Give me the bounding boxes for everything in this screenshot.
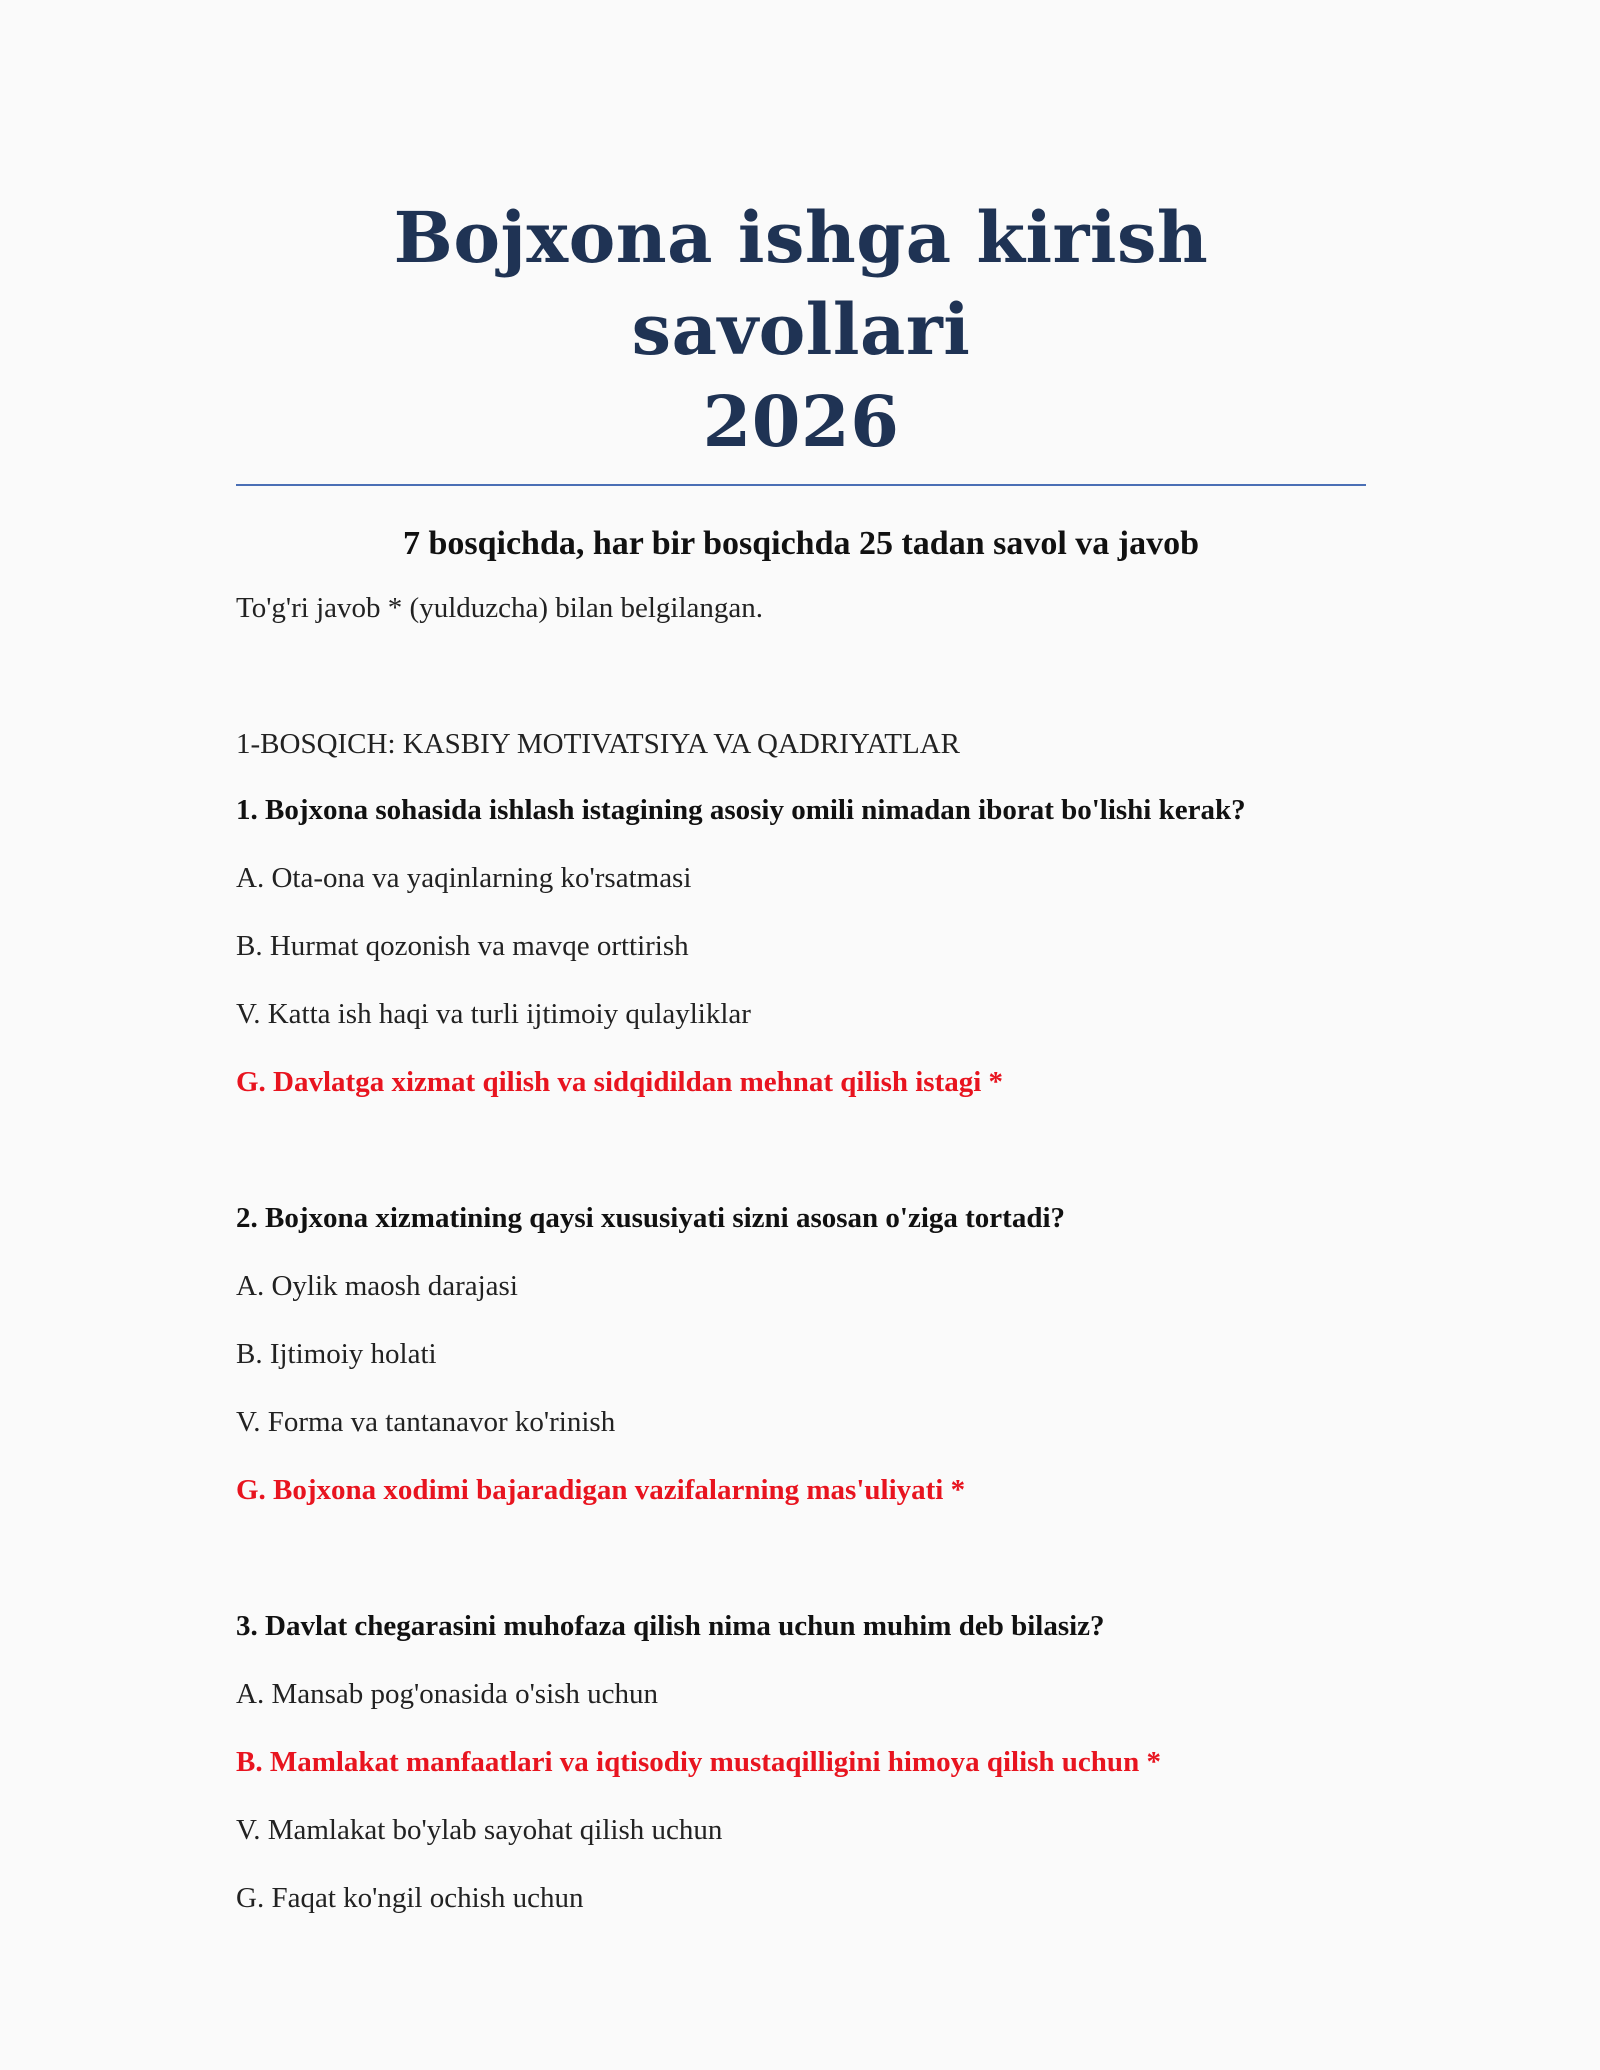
correct-answer-option: B. Mamlakat manfaatlari va iqtisodiy mustaqilligini himoya qilish uchun * [236,1746,1161,1778]
answer-option: V. Katta ish haqi va turli ijtimoiy qulayliklar [236,998,751,1030]
answer-option: B. Ijtimoiy holati [236,1338,437,1370]
answer-key-note: To'g'ri javob * (yulduzcha) bilan belgilangan. [236,592,764,624]
answer-option: A. Ota-ona va yaqinlarning ko'rsatmasi [236,862,692,894]
title-divider [236,484,1366,486]
answer-option: V. Forma va tantanavor ko'rinish [236,1406,616,1438]
section-title: 1-BOSQICH: KASBIY MOTIVATSIYA VA QADRIYATLAR [236,728,961,760]
question-text: 1. Bojxona sohasida ishlash istagining asosiy omili nimadan iborat bo'lishi kerak? [236,794,1246,826]
question-text: 3. Davlat chegarasini muhofaza qilish nima uchun muhim deb bilasiz? [236,1610,1105,1642]
answer-option: G. Faqat ko'ngil ochish uchun [236,1882,584,1914]
question-block [236,1608,1366,1916]
answer-option: A. Mansab pog'onasida o'sish uchun [236,1678,659,1710]
answer-option: V. Mamlakat bo'ylab sayohat qilish uchun [236,1814,723,1846]
answer-option: B. Hurmat qozonish va mavqe orttirish [236,930,689,962]
title-line-1: Bojxona ishga kirish savollari [393,196,1209,371]
correct-answer-option: G. Bojxona xodimi bajaradigan vazifalarning mas'uliyati * [236,1474,966,1506]
question-block [236,1200,1366,1508]
question-block [236,792,1366,1100]
document-page [236,0,1366,1916]
title-line-2: 2026 [702,380,900,463]
document-subtitle: 7 bosqichda, har bir bosqichda 25 tadan savol va javob [402,525,1200,562]
answer-option: A. Oylik maosh darajasi [236,1270,518,1302]
correct-answer-option: G. Davlatga xizmat qilish va sidqidildan mehnat qilish istagi * [236,1066,1004,1098]
document-title [236,192,1366,468]
question-text: 2. Bojxona xizmatining qaysi xususiyati sizni asosan o'ziga tortadi? [236,1202,1066,1234]
